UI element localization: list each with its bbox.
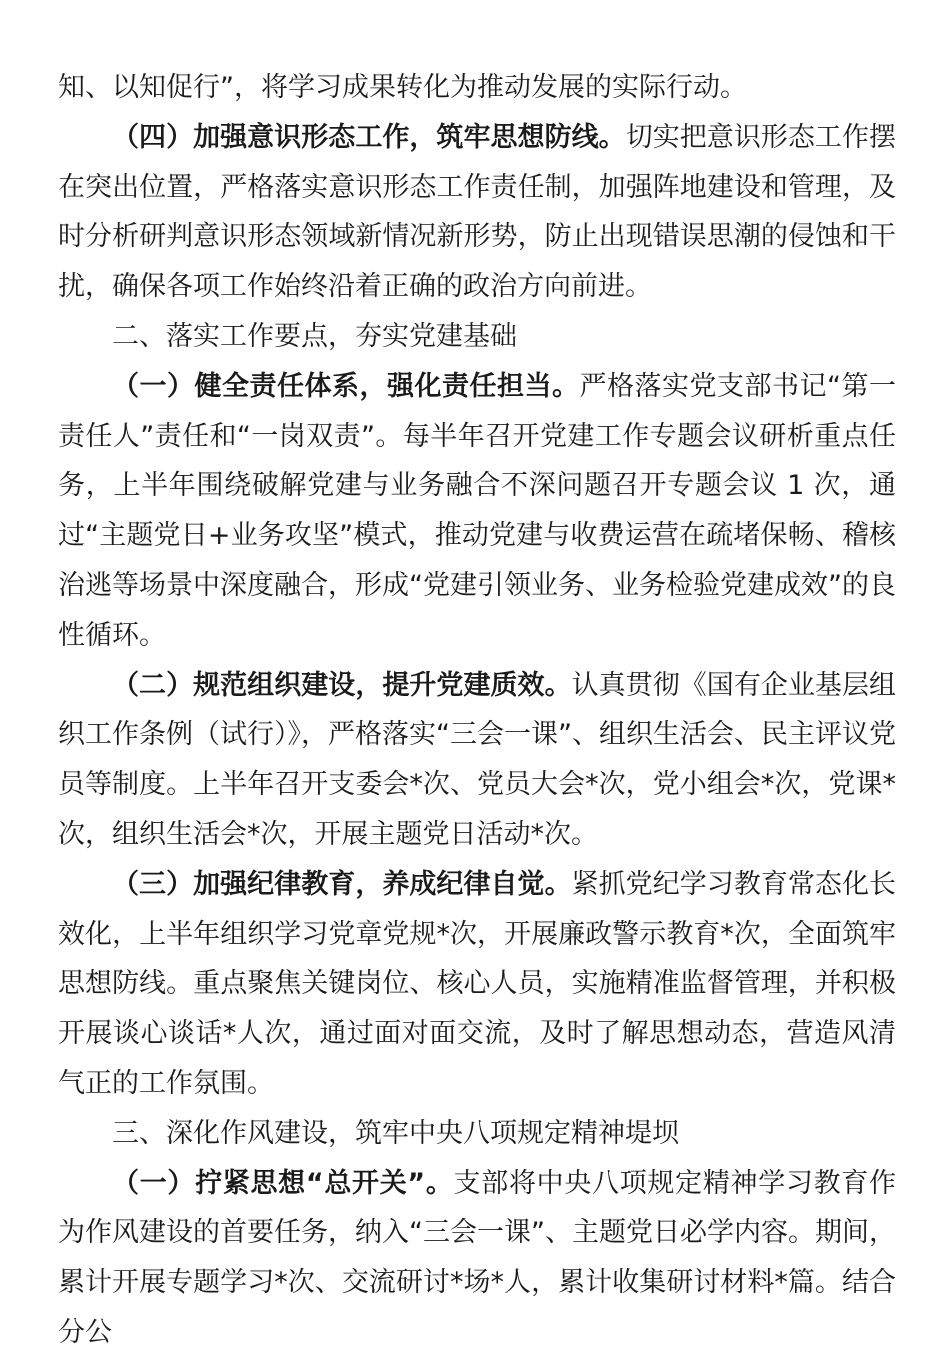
paragraph-subsection-3 — [58, 860, 896, 1109]
paragraph-body: 严格落实党支部书记“第一责任人”责任和“一岗双责”。每半年召开党建工作专题会议研析重点任务，上半年围绕破解党建与业务融合不深问题召开专题会议 1 次，通过“主题党日+业务攻坚”模式，推动党建与收费运营在疏堵保畅、稽核治逃等场景中深度融合，形成“党建引领业务、业务检验党建成效”的良性循环。 — [58, 370, 896, 651]
section-heading-2: 二、落实工作要点，夯实党建基础 — [112, 320, 517, 352]
paragraph-continuation: 知、以知促行”，将学习成果转化为推动发展的实际行动。 — [58, 72, 747, 103]
paragraph-body: 切实把意识形态工作摆在突出位置，严格落实意识形态工作责任制，加强阵地建设和管理，及时分析研判意识形态领域新情况新形势，防止出现错误思潮的侵蚀和干扰，确保各项工作始终沿着正确的政治方向前进。 — [58, 121, 897, 303]
subsection-heading: （三）加强纪律教育，养成纪律自觉。 — [112, 868, 572, 900]
paragraph-body: 支部将中央八项规定精神学习教育作为作风建设的首要任务，纳入“三会一课”、主题党日必学内容。期间，累计开展专题学习*次、交流研讨*场*人，累计收集研讨材料*篇。结合分公 — [58, 1167, 896, 1348]
subsection-heading: （一）拧紧思想“总开关”。 — [112, 1167, 454, 1199]
paragraph-body: 紧抓党纪学习教育常态化长效化，上半年组织学习党章党规*次，开展廉政警示教育*次，全面筑牢思想防线。重点聚焦关键岗位、核心人员，实施精准监督管理，并积极开展谈心谈话*人次，通过面对面交流，及时了解思想动态，营造风清气正的工作氛围。 — [58, 868, 897, 1099]
section-heading-3: 三、深化作风建设，筑牢中央八项规定精神堤坝 — [112, 1117, 679, 1149]
paragraph-body: 认真贯彻《国有企业基层组织工作条例（试行）》，严格落实“三会一课”、组织生活会、民主评议党员等制度。上半年召开支委会*次、党员大会*次，党小组会*次，党课*次，组织生活会*次，开展主题党日活动*次。 — [58, 669, 897, 850]
subsection-heading: （二）规范组织建设，提升党建质效。 — [112, 669, 572, 701]
paragraph-subsection-1 — [58, 362, 896, 661]
paragraph-subsection-3-1 — [58, 1159, 896, 1358]
paragraph-subsection-2 — [58, 661, 896, 860]
paragraph-subsection-4 — [58, 113, 896, 312]
subsection-heading: （四）加强意识形态工作，筑牢思想防线。 — [112, 121, 626, 153]
document-page — [58, 63, 896, 1358]
subsection-heading: （一）健全责任体系，强化责任担当。 — [112, 370, 580, 402]
